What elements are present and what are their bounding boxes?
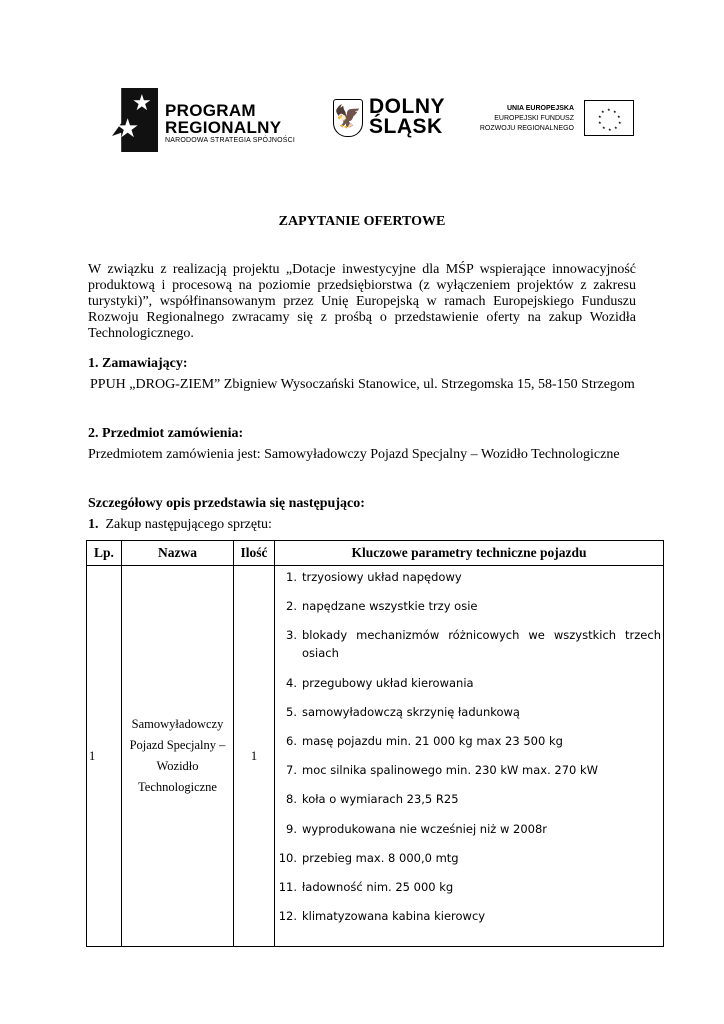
param-item (275, 703, 663, 721)
param-item (275, 674, 663, 692)
cell-qty: 1 (234, 566, 275, 947)
table-header-row (87, 541, 664, 566)
section-heading: 1. Zamawiający: (88, 356, 188, 371)
section-text: PPUH „DROG-ZIEM” Zbigniew Wysoczański Stanowice, ul. Strzegomska 15, 58-150 Strzegom (90, 377, 635, 392)
param-item (275, 790, 663, 808)
eagle-crest-icon: 🦅 (333, 99, 363, 137)
name-line: Technologiczne (138, 780, 217, 794)
details-subheading (88, 517, 272, 533)
program-regionalny-logo (112, 88, 312, 154)
param-text: koła o wymiarach 23,5 R25 (302, 792, 459, 807)
param-text: moc silnika spalinowego min. 230 kW max. 270 kW (302, 763, 599, 778)
param-text: wyprodukowana nie wcześniej niż w 2008r (302, 821, 548, 836)
star-icon: ★ (132, 90, 152, 115)
eu-logo (479, 100, 636, 140)
cell-name (122, 566, 234, 947)
param-text: masę pojazdu min. 21 000 kg max 23 500 kg (302, 733, 563, 748)
logo-text: REGIONALNY (165, 118, 282, 137)
param-number: 2. (286, 599, 297, 614)
param-number: 11. (278, 879, 297, 894)
name-line: Wozidło (156, 759, 199, 773)
param-item (275, 907, 663, 925)
column-header: Nazwa (122, 541, 234, 566)
logo-text: DOLNY (369, 95, 445, 118)
param-item (275, 626, 663, 662)
param-item (275, 878, 663, 896)
document-title: ZAPYTANIE OFERTOWE (278, 214, 446, 229)
name-line: Pojazd Specjalny – (129, 738, 226, 752)
eu-flag-icon: ★ ★ ★ ★ ★ ★ ★ ★ ★ ★ (584, 100, 634, 136)
param-text: blokady mechanizmów różnicowych we wszystkich trzech osiach (302, 628, 661, 661)
logo-text: ŚLĄSK (369, 115, 443, 138)
param-item (275, 849, 663, 867)
param-item (275, 820, 663, 838)
param-text: klimatyzowana kabina kierowcy (302, 909, 486, 924)
param-number: 4. (286, 675, 297, 690)
name-line: Samowyładowczy (131, 717, 224, 731)
logo-subtext: NARODOWA STRATEGIA SPÓJNOŚCI (165, 137, 296, 144)
param-number: 7. (286, 763, 297, 778)
list-number: 1. (88, 517, 99, 532)
details-heading: Szczegółowy opis przedstawia się następująco: (88, 496, 365, 511)
param-item (275, 597, 663, 615)
param-number: 3. (286, 628, 297, 643)
section-text: Przedmiotem zamówienia jest: Samowyładowczy Pojazd Specjalny – Wozidło Technologiczne (88, 447, 620, 462)
param-item (275, 568, 663, 586)
logo-text: PROGRAM (165, 101, 256, 120)
param-number: 10. (278, 850, 297, 865)
logo-text: ROZWOJU REGIONALNEGO (479, 125, 574, 132)
param-item (275, 732, 663, 750)
param-number: 12. (278, 909, 297, 924)
star-icon: ★ (116, 114, 140, 143)
param-number: 1. (286, 570, 297, 584)
table-row (87, 566, 664, 947)
column-header: Lp. (87, 541, 122, 566)
cell-lp: 1 (87, 566, 122, 947)
param-text: przebieg max. 8 000,0 mtg (302, 850, 459, 865)
cell-params (275, 566, 664, 947)
param-number: 9. (286, 821, 297, 836)
section-heading: 2. Przedmiot zamówienia: (88, 426, 244, 441)
param-number: 5. (286, 704, 297, 719)
column-header: Ilość (234, 541, 275, 566)
intro-paragraph: W związku z realizacją projektu „Dotacje inwestycyjne dla MŚP wspierające innowacyjność produktową i procesową na poziomie przedsiębiorstwa (z wyłączeniem projektów z zakresu turystyki)”, współfinansowanym przez Unię Europejską w ramach Europejskiego Funduszu Rozwoju Regionalnego zwracamy się z prośbą o przedstawienie oferty na zakup Wozidła Technologicznego. (88, 262, 636, 341)
param-text: ładowność nim. 25 000 kg (302, 879, 454, 894)
param-text: trzyosiowy układ napędowy (302, 570, 462, 584)
param-number: 6. (286, 733, 297, 748)
param-text: przegubowy układ kierowania (302, 675, 474, 690)
param-item (275, 761, 663, 779)
logo-text: EUROPEJSKI FUNDUSZ (494, 115, 574, 122)
logo-text: UNIA EUROPEJSKA (506, 105, 574, 112)
param-number: 8. (286, 792, 297, 807)
dolny-slask-logo (333, 97, 448, 141)
param-text: napędzane wszystkie trzy osie (302, 599, 478, 614)
column-header: Kluczowe parametry techniczne pojazdu (275, 541, 664, 566)
param-text: samowyładowczą skrzynię ładunkową (302, 704, 520, 719)
params-list (275, 566, 663, 925)
list-text: Zakup następującego sprzętu: (105, 517, 272, 532)
equipment-table (86, 540, 664, 947)
